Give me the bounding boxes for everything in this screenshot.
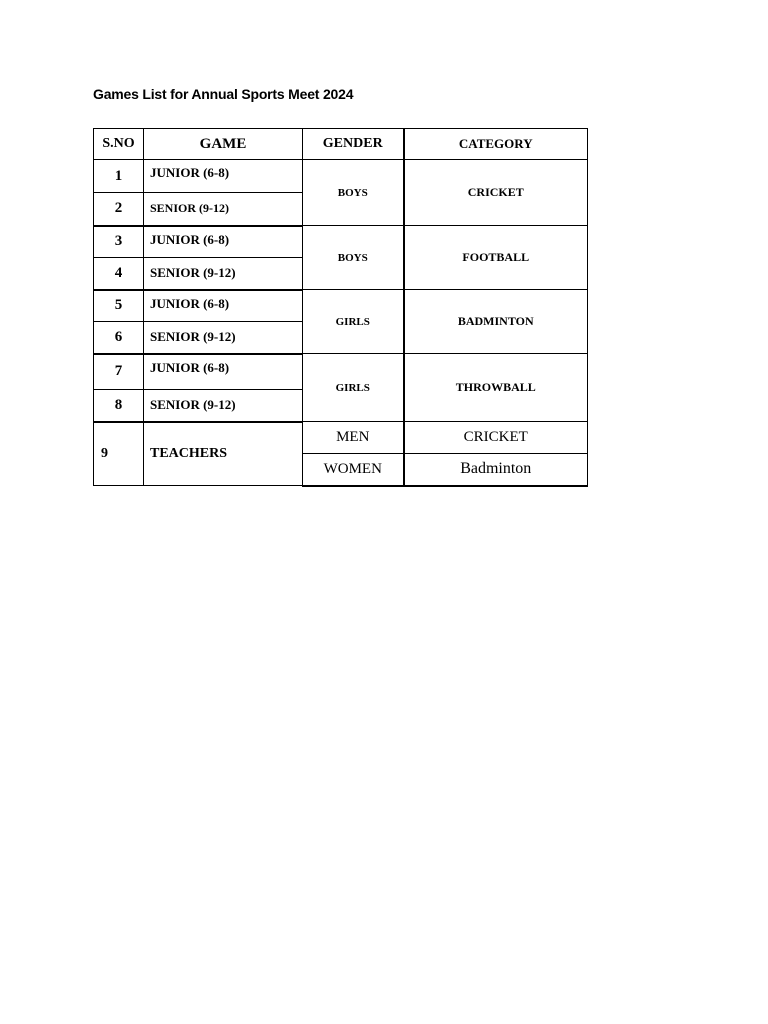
document-title: Games List for Annual Sports Meet 2024 — [93, 86, 354, 102]
group-category: BADMINTON — [404, 290, 588, 354]
row-sno: 4 — [94, 258, 144, 290]
teachers-gender: WOMEN — [303, 454, 404, 486]
table-row — [94, 354, 588, 390]
teachers-category: Badminton — [404, 454, 588, 486]
games-table — [93, 128, 588, 487]
row-game: SENIOR (9-12) — [144, 322, 303, 354]
teachers-category: CRICKET — [404, 422, 588, 454]
teachers-gender: MEN — [303, 422, 404, 454]
row-sno: 3 — [94, 226, 144, 258]
row-sno: 6 — [94, 322, 144, 354]
row-game: JUNIOR (6-8) — [144, 354, 303, 390]
table-row — [94, 290, 588, 322]
group-gender: GIRLS — [303, 290, 404, 354]
table-row — [94, 226, 588, 258]
row-game: JUNIOR (6-8) — [144, 226, 303, 258]
row-game: SENIOR (9-12) — [144, 258, 303, 290]
row-sno: 2 — [94, 193, 144, 226]
row-sno: 5 — [94, 290, 144, 322]
row-game: SENIOR (9-12) — [144, 390, 303, 422]
header-category: CATEGORY — [404, 129, 588, 160]
header-gender: GENDER — [303, 129, 404, 160]
row-sno: 8 — [94, 390, 144, 422]
group-category: THROWBALL — [404, 354, 588, 422]
header-game: GAME — [144, 129, 303, 160]
teachers-row — [94, 422, 588, 454]
row-game: JUNIOR (6-8) — [144, 160, 303, 193]
row-sno: 1 — [94, 160, 144, 193]
teachers-sno: 9 — [94, 422, 144, 486]
table-row — [94, 160, 588, 193]
header-sno: S.NO — [94, 129, 144, 160]
group-gender: GIRLS — [303, 354, 404, 422]
table-header-row — [94, 129, 588, 160]
row-game: JUNIOR (6-8) — [144, 290, 303, 322]
group-gender: BOYS — [303, 160, 404, 226]
group-category: CRICKET — [404, 160, 588, 226]
group-gender: BOYS — [303, 226, 404, 290]
teachers-game: TEACHERS — [144, 422, 303, 486]
row-game: SENIOR (9-12) — [144, 193, 303, 226]
group-category: FOOTBALL — [404, 226, 588, 290]
row-sno: 7 — [94, 354, 144, 390]
